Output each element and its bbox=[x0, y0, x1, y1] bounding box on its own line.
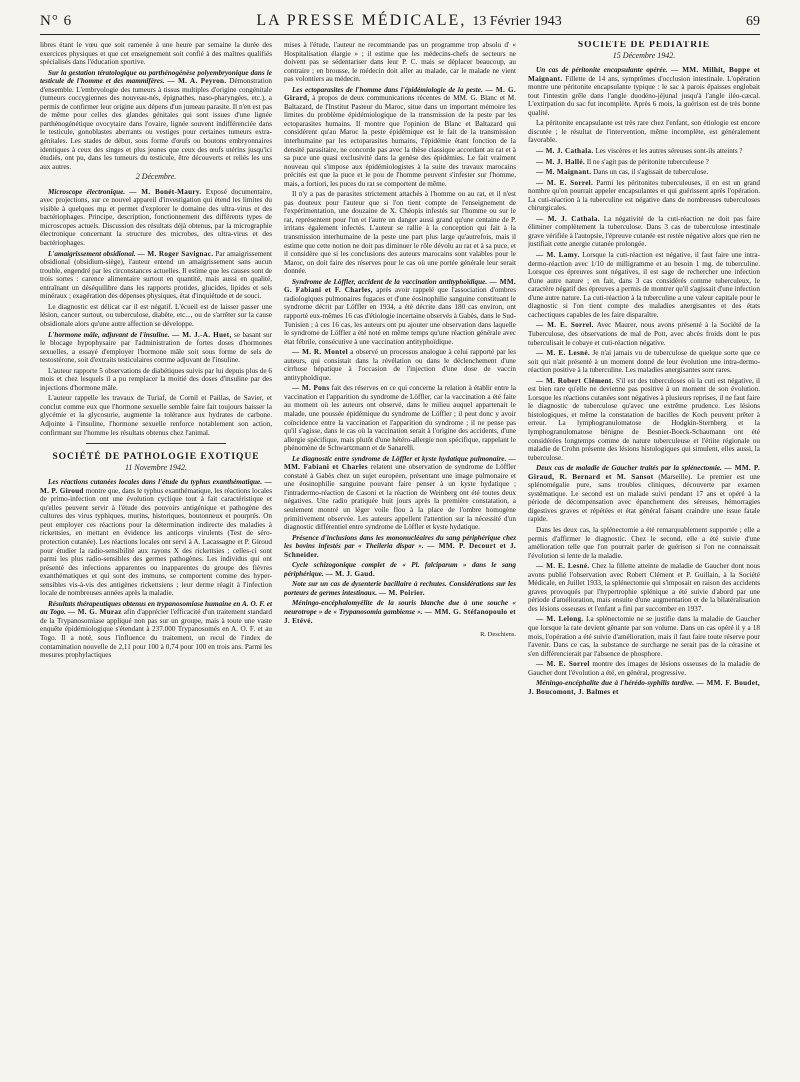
paragraph: Je n'ai jamais vu de tuberculose de quelque sorte que ce soit qui n'ait présenté à un moment donné de leur évolution une intra-dermo-réaction positive à la tuberculine. Les maladies anergisantes sont rares. bbox=[528, 349, 760, 375]
paragraph: Parmi les péritonites tuberculeuses, il en est un grand nombre qu'on pourrait appeler encapsulantes et qui guérissent après l'opération. La cuti-réaction à la tuberculine est négative dans de nombreuses tuberculoses chirurgicales. bbox=[528, 178, 760, 213]
discussion-entry bbox=[284, 384, 516, 452]
discussant: — M. E. Sorrel bbox=[536, 660, 590, 669]
paragraph: (Marseille). Le premier est une splénomégalie pure, sans troubles cliniques, découverte par examen systématique. Le second est un malade suivi pendant 17 ans et opéré à la période de décompensation avec épanchement des séreuses, hémorragies digestives graves et répétées et état général faisant craindre une issue fatale rapide. bbox=[528, 472, 760, 524]
page-header bbox=[40, 12, 760, 35]
paragraph: fait des réserves en ce qui concerne la relation à établir entre la vaccination et l'apparition du syndrome de Löffler, car la vaccination a été faite au moment où les auteurs ont observé, dans le milieu auquel appartenait le malade, une poussée épidémique du syndrome de Löffler ; il peut donc y avoir coïncidence entre la vaccination et l'apparition du syndrome ; il ne pense pas qu'il s'agisse, dans le cas où la vaccination serait à l'origine des accidents, d'une allergie spécifique, mais plutôt d'une hétéro-allergie non spécifique, rappelant le phénomène de Schwartzmann et de Sanarelli. bbox=[284, 384, 516, 453]
article-heading bbox=[40, 250, 272, 301]
discussion-entry bbox=[528, 321, 760, 347]
paragraph: libres étant le vœu que soit ramenée à une heure par semaine la durée des exercices physiques et que cet enseignement soit confié à des maîtres qualifiés spécialisés dans l'éducation sportive. bbox=[40, 41, 272, 67]
article-author: — MM. P. Decourt et J. Schneider. bbox=[284, 542, 516, 559]
article-title: Cycle schizogonique complet de « Pl. falciparum » dans le sang périphérique. bbox=[284, 561, 516, 578]
article-title: Deux cas de maladie de Gaucher traités par la splénectomie. bbox=[536, 464, 722, 473]
discussion-entry bbox=[528, 377, 760, 462]
article-heading bbox=[284, 278, 516, 346]
paragraph: Par amaigrissement obsidional (obsidium-siège), l'auteur entend un amaigrissement sans aucun trouble, engendré par les circonstances actuelles. Il estime que les causes sont de trois sortes : carence alimentaire surtout en quantité, mais aussi en qualité, entraînant un déséquilibre dans les rapports protides, glucides, lipides et sels minéraux ; exagération des dépenses physiques, état d'inquiétude et de souci. bbox=[40, 249, 272, 301]
article-author: — MM. P. Giraud, R. Bernard et M. Sansot bbox=[528, 464, 760, 481]
issue-number: N° 6 bbox=[40, 13, 73, 29]
article-title: Syndrome de Löffler, accident de la vaccination antityphoïdique. bbox=[292, 277, 488, 286]
paragraph: après avoir rappelé que l'association d'ombres radiologiques pulmonaires fugaces et d'une éosinophilie sanguine constituant le syndrome décrit par Löffler en 1934, a été décrite dans 180 cas environ, ont rapporté eux-mêmes 16 cas d'étiologie incertaine observés à Gabès, dans le Sud-Tunisien ; à ces 16 cas, les auteurs ont pu ajouter une observation dans laquelle le syndrome de Löffler a été noté en même temps qu'une réaction générale avec état fébrile, consécutive à une vaccination antityphoïdique. bbox=[284, 286, 516, 346]
article-author: — M. J. Gaud. bbox=[325, 569, 375, 578]
article-heading bbox=[40, 188, 272, 248]
article-author: — M. Roger Savignac. bbox=[137, 249, 214, 258]
article-title: Méningo-encéphalomyélite de la souris blanche due à une souche « neurotrope » de « Trypanosomia gambiense ». bbox=[284, 599, 516, 616]
discussant: — M. Maignant. bbox=[536, 168, 592, 177]
article-heading bbox=[284, 599, 516, 625]
discussant: — M. J. Hallé. bbox=[536, 157, 585, 166]
column-1 bbox=[40, 41, 272, 1059]
article-title: Présence d'inclusions dans les mononucléaires du sang périphérique chez les bovins infestés par « Theileria dispar ». bbox=[284, 533, 516, 551]
article-title: Microscope électronique. bbox=[48, 187, 126, 196]
paragraph: La splénectomie ne se justifie dans la maladie de Gaucher que lorsque la rate devient gênante par son volume. Dans un cas opéré il y a 18 mois, l'opération a été suivie d'amélioration, mais il faut faire toute réserve pour l'avenir. Dans ce cas, la substance de surcharge ne serait pas de la cérasine et s'en différencierait par l'absence de phosphore. bbox=[528, 615, 760, 658]
paragraph: Lorsque la cuti-réaction est négative, il faut faire une intra-dermo-réaction avec 1/10 de milligramme et au besoin 1 mg. de tuberculine. Lorsque ces épreuves sont négatives, il est sage de rechercher une infection d'une autre nature ; en fait, dans 3 cas considérés comme tuberculeux, le caractère négatif des épreuves a permis de montrer qu'il s'agissait d'une infection d'une autre nature. La cuti-réaction à la tuberculine a une valeur capitale pour le diagnostic si l'on tient compte des maladies anergisantes et des états cachectiques capables de les faire disparaître. bbox=[528, 251, 760, 319]
paragraph: Avec Maurer, nous avons présenté à la Société de la Tuberculose, des observations de mal de Pott, avec abcès froids dont le pus tuberculisait le cobaye et cuti-réaction négative. bbox=[528, 321, 760, 347]
article-heading bbox=[528, 66, 760, 117]
paragraph: La négativité de la cuti-réaction ne doit pas faire éliminer complètement la tuberculose. Dans 3 cas de tuberculose intestinale grave vérifiée à l'autopsie, l'épreuve cutanée est restée négative alors que rien ne justifiait cette anergie cutanée prolongée. bbox=[528, 214, 760, 249]
paragraph: Les viscères et les autres séreuses sont-ils atteints ? bbox=[595, 147, 743, 156]
discussion-entry bbox=[528, 251, 760, 319]
paragraph: Dans les deux cas, la splénectomie a été remarquablement supportée ; elle a permis d'affirmer le diagnostic. Chez le second, elle a été suivie d'une amélioration telle que l'on pourrait parler de guérison si l'on ne connaissait l'évolution si lente de la maladie. bbox=[528, 525, 760, 560]
article-author: — MM. G. Stéfanopoulo et J. Etévé. bbox=[284, 608, 516, 625]
article-author: — M. J.-A. Huet, bbox=[171, 330, 232, 339]
article-title: Note sur un cas de dysenterie bacillaire à rechutes. Considérations sur les porteurs de germes intestinaux. bbox=[284, 580, 516, 597]
paragraph: Fillette de 14 ans, symptômes d'occlusion intestinale. L'opération montre une péritonite encapsulante typique : le sac à parois épaisses englobait tout l'intestin grêle dans l'angle duodéno-jéjunal jusqu'à l'angle iléo-cæcal. L'extirpation du sac fut incomplète. Après 6 mois, la guérison est de très bonne qualité. bbox=[528, 74, 760, 117]
article-author: — MM. Milhit, Boppe et Maignant. bbox=[528, 66, 760, 83]
article-title: Les ectoparasites de l'homme dans l'épidémiologie de la peste. bbox=[292, 85, 483, 94]
paragraph: relatent une observation de syndrome de Löffler constaté à Gabès chez un sujet européen, présentant une image pulmonaire et une éosinophilie sanguine pouvant faire penser à un kyste hydatique ; l'intradermo-réaction de Casoni et la réaction de Weinberg ont été toutes deux négatives. Une radio pratiquée huit jours après la première constatation, a seulement montré un léger voile flou à la place de l'ombre homogène primitivement observée. Les auteurs appellent l'attention sur la nécessité d'un diagnostic différentiel entre syndrome de Löffler et kyste hydatique. bbox=[284, 463, 516, 532]
paragraph: montre que, dans le typhus exanthématique, les réactions locales de primo-infection ont une évolution cyclique tout à fait caractéristique et qu'elles peuvent servir à l'étude des pouvoirs antigénique et pathogène des cultures des virus typhiques, murins, historiques, boutonneux et pourprés. On peut employer ces réactions pour la détermination indirecte des maladies à rickettsies, en mettant en évidence les anticorps virulents (Test de séro-protection cutanée). Les réactions locales ont servi à A. Lacassagne et P. Giroud pour étudier la radio-sensibilité aux rayons X des rickettsies ; celles-ci sont parmi les plus radio-sensibles des germes pathogènes. Les individus qui ont présenté des infections apparentes ou inapparentes du groupe des fièvres exanthématiques et qui sont des immuns, se comportent comme des hyper-sensibles vis-à-vis des antigènes rickettsiens ; leur derme réagit à l'infection locale de nombreuses années après la maladie. bbox=[40, 486, 272, 598]
paragraph: Le diagnostic est délicat car il est négatif. L'écueil est de laisser passer une lésion, cancer surtout, ou tuberculose, diabète, etc..., ou de s'arrêter sur la cause obsidionale alors qu'une autre affection se développe. bbox=[40, 302, 272, 328]
paragraph: afin d'apprécier l'efficacité d'un traitement standard de la Trypanosomiase appliqué non pas sur un groupe, mais à toute une vaste enquête épidémiologique s'étendant à 237.000 Trypanosomés en A. O. F. et au Togo. Il a noté, sous l'influence du traitement, un recul de l'index de contamination nouvelle de 2,11 pour 100 à 0,74 pour 100 en trois ans. Parmi les mesures prophylactiques bbox=[40, 608, 272, 660]
discussant: — M. J. Cathala. bbox=[536, 214, 600, 223]
article-author: — MM. Fabiani et Charles bbox=[284, 454, 516, 472]
article-author: — M. P. Giroud bbox=[40, 478, 272, 495]
article-heading bbox=[528, 464, 760, 524]
signature: R. Deschiens. bbox=[480, 631, 516, 639]
article-heading bbox=[40, 600, 272, 660]
paragraph: montre des images de lésions osseuses de la maladie de Gaucher dont l'évolution a été, en général, progressive. bbox=[528, 660, 760, 677]
discussant: — M. J. Cathala. bbox=[536, 147, 594, 156]
section-date: 15 Décembre 1942. bbox=[612, 50, 676, 60]
discussion-entry bbox=[528, 158, 760, 167]
paragraph: Il ne s'agit pas de péritonite tuberculeuse ? bbox=[586, 157, 709, 166]
journal-title bbox=[256, 12, 561, 30]
paragraph: Dans un cas, il s'agissait de tuberculose. bbox=[593, 168, 709, 177]
section-title: SOCIÉTÉ DE PATHOLOGIE EXOTIQUE bbox=[52, 452, 260, 463]
article-title: L'hormone mâle, adjuvant de l'insuline. bbox=[48, 330, 170, 339]
discussion-entry bbox=[284, 348, 516, 382]
article-title: Résultats thérapeutiques obtenus en trypanosomiase humaine en A. O. F. et au Togo. bbox=[40, 599, 272, 617]
paragraph: se basant sur le blocage hypophysaire par l'administration de fortes doses d'hormones sexuelles, a essayé d'employer l'hormone mâle soit sous forme de sels de testostérone, soit d'extraits testiculaires comme adjuvant de l'insuline. bbox=[40, 330, 272, 365]
discussant: — M. E. Lesné. bbox=[536, 349, 590, 358]
discussion-entry bbox=[528, 168, 760, 177]
article-title: Le diagnostic entre syndrome de Löffler et kyste hydatique pulmonaire. bbox=[292, 454, 507, 463]
discussant: — M. Pons bbox=[292, 384, 330, 393]
paragraph: mises à l'étude, l'auteur ne recommande pas un programme trop absolu d' « Hospitalisation élargie » ; il estime que les médecins-chefs de secteurs ne doivent pas se sédentariser dans leur P. C. mais se déplacer beaucoup, au contraire ; en brousse, le médecin doit aller au malade, car le malade ne vient pas volontiers au médecin. bbox=[284, 41, 516, 84]
discussant: — M. E. Sorrel. bbox=[536, 178, 594, 187]
issue-date: 13 Février 1943 bbox=[472, 14, 562, 29]
paragraph: a observé un processus analogue à celui rapporté par les auteurs, qui consistait dans la révélation ou dans le déclenchement d'une cirrhose hépatique à l'occasion de l'injection d'une dose de vaccin antityphoïdique. bbox=[284, 348, 516, 382]
paragraph: Il n'y a pas de parasites strictement attachés à l'homme ou au rat, et il n'est pas douteux pour l'auteur que si l'on tient compte de l'enseignement de l'expérimentation, une douzaine de X. Chéopis infestés sur l'homme ou sur le rat, représentent pour l'un et l'autre un danger aussi grand qu'une centaine de P. irritans également infectés. L'auteur se rallie à la conception qui fait à la transmission interhumaine de la peste une part plus large qu'autrefois, mais il estime que cette notion ne doit pas diminuer le rôle dévolu au rat et à sa puce, et il considère que si les conclusions des auteurs marocains sont valables pour le Maroc, on doit faire des réserves pour le cas où une portée générale leur serait donnée. bbox=[284, 190, 516, 276]
article-heading bbox=[40, 69, 272, 172]
discussant: — M. E. Sorrel. bbox=[536, 321, 594, 330]
paragraph: Exposé documentaire, avec projections, sur ce nouvel appareil d'investigation qui étend les limites du visible à quelques mµ et permet d'explorer le domaine des ultra-virus et des bactériophages. Principe, description, fonctionnement des différents types de microscopes actuels. Discussion des résultats déjà obtenus, par la micrographie électronique concernant la structure des microbes, des ultra-virus et des bactériophages. bbox=[40, 187, 272, 248]
discussant: — M. Lelong. bbox=[536, 615, 584, 624]
discussant: — M. R. Montel bbox=[292, 348, 348, 357]
discussant: — M. Robert Clément. bbox=[536, 376, 614, 385]
paragraph: S'il est des tuberculoses où la cuti est négative, il est bien rare qu'elle ne devienne pas positive à un moment de son évolution. Lorsque les réactions cutanées sont négatives à plusieurs reprises, il ne faut faire le diagnostic de tuberculose qu'avec une extrême prudence. Les lésions histologiques, et même la constatation de bacilles de Koch peuvent prêter à erreur. La lymphogranulomatose de Hodgkin-Sternberg et la lymphogranulomatose bénigne de Besnier-Boeck-Schaumann ont été considérées longtemps comme de nature tuberculeuse et l'étiite régionale ou maladie de Crohn présente des lésions histologiques qui simulent, elles aussi, la tuberculose. bbox=[528, 376, 760, 462]
paragraph: La péritonite encapsulante est très rare chez l'enfant, son étiologie est encore discutée ; le résultat de l'intervention, même incomplète, est généralement favorable. bbox=[528, 119, 760, 145]
section-date: 2 Décembre. bbox=[135, 172, 177, 182]
discussion-entry bbox=[528, 562, 760, 613]
article-heading bbox=[40, 331, 272, 365]
article-author: — M. Bonét-Maury. bbox=[129, 187, 202, 196]
article-author: — M. G. Girard, bbox=[284, 85, 516, 103]
article-heading bbox=[284, 561, 516, 578]
article-title: Sur la gestation tératologique ou parthénogénèse polyembryonique dans le testicule de l'homme et des mammifères. bbox=[40, 68, 272, 86]
discussion-entry bbox=[528, 615, 760, 658]
discussion-entry bbox=[528, 215, 760, 249]
article-title: Les réactions cutanées locales dans l'étude du typhus exanthématique. bbox=[48, 478, 263, 487]
article-heading bbox=[284, 455, 516, 532]
article-author: — M. Poirier. bbox=[378, 588, 425, 597]
paragraph: Chez la fillette atteinte de maladie de Gaucher dont nous avons publié l'observation avec Robert Clément et P. Guillain, à la Société Médicale, en Juillet 1933, la splénectomie qui s'imposait en raison des accidents graves provoqués par l'hypertrophie splénique a été suivie d'abord par une période d'amélioration, mais ensuite d'une augmentation et de la bilatéralisation des lésions osseuses et l'enfant a fini par succomber en 1937. bbox=[528, 562, 760, 613]
paragraph: L'auteur rappelle les travaux de Turiaf, de Cornil et Paillas, de Savier, et conclut comme eux que l'hormone sexuelle semble faire fait toujours baisser la glycémie et la glycosurie, augmente la tolérance aux hydrates de carbone. Adjointe à l'insuline, l'hormone sexuelle renforce notablement son action, confirmant sur l'homme les résultats obtenus chez l'animal. bbox=[40, 394, 272, 437]
section-date: 11 Novembre 1942. bbox=[125, 462, 187, 472]
discussant: — M. Lamy. bbox=[536, 251, 580, 260]
column-2 bbox=[284, 41, 516, 1059]
article-heading bbox=[284, 580, 516, 597]
article-title: Un cas de péritonite encapsulante opérée. bbox=[536, 66, 668, 75]
text-columns bbox=[40, 41, 760, 1059]
discussant: — M. E. Lesné. bbox=[536, 562, 590, 571]
article-author: — M. A. Peyron. bbox=[167, 77, 227, 86]
paragraph: à propos de deux communications récentes de MM. G. Blanc et M. Baltazard, de l'Institut Pasteur du Maroc, situe dans un important mémoire les limites du problème épidémiologique de la transmission de la peste par les ectoparasites humains. Il montre que l'opinion de Blanc et Baltazard qui considèrent qu'au Maroc la peste épidémique est le fait de la transmission interhumaine par les ectoparasites humains, l'épidémie étant fonction de la densité parasitaire, ne concorde pas avec la thèse classique accordant au rat et à sa puce une quasi exclusivité dans la genèse des épidémies. Le fait vraiment nouveau qui s'impose aux épidémiologistes à la suite des travaux marocains précités est que la puce et le pou de l'homme peuvent s'infester sur l'homme, mais, a fortiori, les puces du rat se comportent de même. bbox=[284, 94, 516, 188]
discussion-entry bbox=[528, 660, 760, 677]
article-heading bbox=[528, 679, 760, 696]
section-title: SOCIÉTÉ DE PÉDIATRIE bbox=[577, 41, 711, 50]
discussion-entry bbox=[528, 147, 760, 156]
article-author: — M. G. Muraz bbox=[67, 608, 122, 617]
paragraph: L'auteur rapporte 5 observations de diabétiques suivis par lui depuis plus de 6 mois et chez lesquels il a pu remplacer la moitié des doses d'insuline par des injections d'hormone mâle. bbox=[40, 366, 272, 392]
article-heading bbox=[284, 86, 516, 189]
article-author: — MM. G. Fabiani et F. Charles, bbox=[284, 277, 516, 295]
journal-name: LA PRESSE MÉDICALE, bbox=[256, 12, 467, 29]
section-divider bbox=[86, 443, 225, 444]
discussion-entry bbox=[528, 349, 760, 375]
article-heading bbox=[284, 534, 516, 560]
discussion-entry bbox=[528, 179, 760, 213]
page-number: 69 bbox=[745, 14, 760, 29]
article-title: L'amaigrissement obsidional. bbox=[48, 249, 136, 258]
paragraph: Démonstration d'ensemble. L'embryologie des tumeurs à tissus multiples d'origine congénitale (tumeurs coccygiennes des nouveau-nés, épignathes, naso-pharyngées, etc.), a permis de confirmer leur origine aux dépens d'un jumeau parasite. Il n'en est pas de même pour celles des glandes génitales qui sont issues d'une lignée parthénogénétique ovocytaire dans l'ovaire, lignée souvent indifférenciée dans le testicule, gonoblastes aberrants ou vestiges pour certaines tumeurs extra-génitales. Les stades de début, sous forme d'œufs ou boutons embryonnaires identiques à ceux des singes et plus jeunes que ceux des œufs utérins jusqu'ici étudiés, ont pu, dans les tumeurs du testicule, être découverts et reliés les uns aux autres. bbox=[40, 77, 272, 171]
column-3 bbox=[528, 41, 760, 1059]
article-title: Méningo-encéphalite due à l'hérédo-syphilis tardive. bbox=[536, 679, 695, 688]
article-heading bbox=[40, 478, 272, 598]
article-author: — MM. F. Boudet, J. Boucomont, J. Balmes et bbox=[528, 679, 760, 696]
